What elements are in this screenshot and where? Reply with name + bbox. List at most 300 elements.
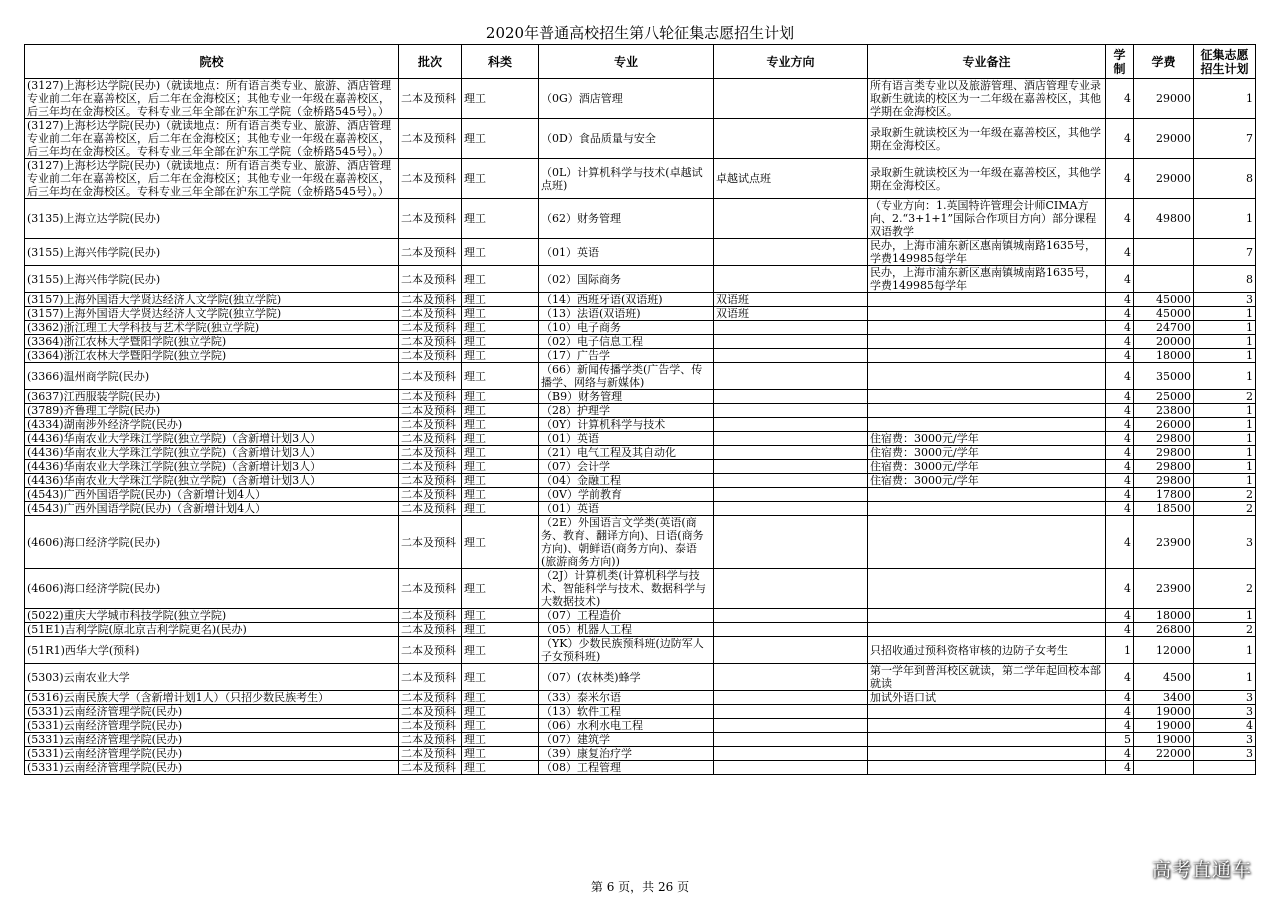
cell-school: (3637)江西服装学院(民办) xyxy=(25,390,399,404)
cell-tuition xyxy=(1134,266,1194,293)
cell-school: (3155)上海兴伟学院(民办) xyxy=(25,266,399,293)
cell-duration: 4 xyxy=(1106,159,1134,199)
cell-duration: 4 xyxy=(1106,516,1134,569)
cell-plan-count: 1 xyxy=(1194,349,1256,363)
cell-plan-count: 1 xyxy=(1194,321,1256,335)
cell-category: 理工 xyxy=(462,705,539,719)
cell-tuition: 45000 xyxy=(1134,293,1194,307)
cell-major-direction xyxy=(714,502,868,516)
cell-school: (3157)上海外国语大学贤达经济人文学院(独立学院) xyxy=(25,307,399,321)
cell-duration: 4 xyxy=(1106,691,1134,705)
cell-category: 理工 xyxy=(462,761,539,775)
cell-school: (4436)华南农业大学珠江学院(独立学院)（含新增计划3人） xyxy=(25,432,399,446)
cell-major-direction xyxy=(714,363,868,390)
cell-major-direction xyxy=(714,239,868,266)
cell-tuition: 26000 xyxy=(1134,418,1194,432)
cell-major: （08）工程管理 xyxy=(539,761,714,775)
cell-tuition: 18500 xyxy=(1134,502,1194,516)
cell-tuition: 23900 xyxy=(1134,569,1194,609)
cell-school: (51E1)吉利学院(原北京吉利学院更名)(民办) xyxy=(25,623,399,637)
cell-school: (4606)海口经济学院(民办) xyxy=(25,569,399,609)
header-tuition: 学费 xyxy=(1134,45,1194,79)
cell-major: （13）软件工程 xyxy=(539,705,714,719)
table-row xyxy=(25,321,1256,335)
cell-batch: 二本及预科 xyxy=(399,349,462,363)
cell-major-remarks: 录取新生就读校区为一年级在嘉善校区，其他学期在金海校区。 xyxy=(868,159,1106,199)
cell-category: 理工 xyxy=(462,474,539,488)
table-row xyxy=(25,293,1256,307)
table-row xyxy=(25,199,1256,239)
table-row xyxy=(25,761,1256,775)
cell-plan-count: 1 xyxy=(1194,307,1256,321)
cell-major-remarks xyxy=(868,569,1106,609)
cell-category: 理工 xyxy=(462,733,539,747)
cell-school: (4334)湖南涉外经济学院(民办) xyxy=(25,418,399,432)
cell-tuition: 35000 xyxy=(1134,363,1194,390)
cell-batch: 二本及预科 xyxy=(399,363,462,390)
cell-duration: 4 xyxy=(1106,623,1134,637)
cell-major: （05）机器人工程 xyxy=(539,623,714,637)
cell-major-remarks: 民办，上海市浦东新区惠南镇城南路1635号，学费149985每学年 xyxy=(868,239,1106,266)
table-row xyxy=(25,664,1256,691)
cell-major-direction xyxy=(714,432,868,446)
cell-major-direction xyxy=(714,516,868,569)
cell-major-remarks xyxy=(868,733,1106,747)
cell-major: （0V）学前教育 xyxy=(539,488,714,502)
cell-plan-count: 1 xyxy=(1194,637,1256,664)
cell-batch: 二本及预科 xyxy=(399,502,462,516)
cell-major: （04）金融工程 xyxy=(539,474,714,488)
table-row xyxy=(25,266,1256,293)
cell-duration: 4 xyxy=(1106,363,1134,390)
cell-batch: 二本及预科 xyxy=(399,199,462,239)
table-row xyxy=(25,569,1256,609)
table-row xyxy=(25,460,1256,474)
cell-plan-count: 7 xyxy=(1194,239,1256,266)
cell-plan-count: 2 xyxy=(1194,502,1256,516)
cell-tuition: 25000 xyxy=(1134,390,1194,404)
cell-major: （07）建筑学 xyxy=(539,733,714,747)
cell-batch: 二本及预科 xyxy=(399,719,462,733)
cell-major-remarks: 只招收通过预科资格审核的边防子女考生 xyxy=(868,637,1106,664)
cell-major: （33）泰米尔语 xyxy=(539,691,714,705)
table-row xyxy=(25,609,1256,623)
cell-plan-count: 3 xyxy=(1194,293,1256,307)
cell-duration: 4 xyxy=(1106,446,1134,460)
cell-school: (4606)海口经济学院(民办) xyxy=(25,516,399,569)
cell-category: 理工 xyxy=(462,691,539,705)
table-row xyxy=(25,432,1256,446)
header-major-remarks: 专业备注 xyxy=(868,45,1106,79)
table-row xyxy=(25,404,1256,418)
table-row xyxy=(25,705,1256,719)
table-row xyxy=(25,307,1256,321)
cell-school: (5331)云南经济管理学院(民办) xyxy=(25,733,399,747)
cell-school: (4436)华南农业大学珠江学院(独立学院)（含新增计划3人） xyxy=(25,446,399,460)
cell-plan-count: 1 xyxy=(1194,363,1256,390)
cell-major: （01）英语 xyxy=(539,502,714,516)
header-duration: 学制 xyxy=(1106,45,1134,79)
cell-major: （02）国际商务 xyxy=(539,266,714,293)
cell-major-direction xyxy=(714,761,868,775)
cell-duration: 4 xyxy=(1106,761,1134,775)
cell-major-direction xyxy=(714,418,868,432)
cell-duration: 1 xyxy=(1106,637,1134,664)
cell-major-direction xyxy=(714,747,868,761)
cell-tuition xyxy=(1134,239,1194,266)
cell-major-direction xyxy=(714,691,868,705)
cell-major-direction xyxy=(714,609,868,623)
cell-school: (5331)云南经济管理学院(民办) xyxy=(25,747,399,761)
cell-category: 理工 xyxy=(462,623,539,637)
cell-major-direction xyxy=(714,637,868,664)
table-row xyxy=(25,159,1256,199)
cell-duration: 4 xyxy=(1106,390,1134,404)
cell-plan-count: 3 xyxy=(1194,691,1256,705)
cell-plan-count: 1 xyxy=(1194,609,1256,623)
cell-tuition: 4500 xyxy=(1134,664,1194,691)
cell-school: (3127)上海杉达学院(民办)（就读地点：所有语言类专业、旅游、酒店管理专业前二年在嘉善校区，后二年在金海校区；其他专业一年级在嘉善校区，后三年均在金海校区。专科专业三年全部在沪东工学院（金桥路545号）。） xyxy=(25,159,399,199)
cell-tuition: 17800 xyxy=(1134,488,1194,502)
cell-category: 理工 xyxy=(462,569,539,609)
cell-major: （07）工程造价 xyxy=(539,609,714,623)
cell-plan-count: 1 xyxy=(1194,79,1256,119)
cell-major: （YK）少数民族预科班(边防军人子女预科班) xyxy=(539,637,714,664)
cell-major: （2J）计算机类(计算机科学与技术、智能科学与技术、数据科学与大数据技术) xyxy=(539,569,714,609)
cell-major-direction xyxy=(714,705,868,719)
cell-tuition: 24700 xyxy=(1134,321,1194,335)
cell-tuition: 29800 xyxy=(1134,460,1194,474)
cell-duration: 4 xyxy=(1106,488,1134,502)
cell-major: （17）广告学 xyxy=(539,349,714,363)
cell-batch: 二本及预科 xyxy=(399,446,462,460)
cell-plan-count: 1 xyxy=(1194,460,1256,474)
cell-school: (4543)广西外国语学院(民办)（含新增计划4人） xyxy=(25,488,399,502)
header-batch: 批次 xyxy=(399,45,462,79)
cell-tuition: 19000 xyxy=(1134,733,1194,747)
cell-major-remarks xyxy=(868,609,1106,623)
cell-batch: 二本及预科 xyxy=(399,266,462,293)
cell-duration: 4 xyxy=(1106,432,1134,446)
cell-batch: 二本及预科 xyxy=(399,609,462,623)
table-row xyxy=(25,474,1256,488)
cell-category: 理工 xyxy=(462,159,539,199)
cell-major-remarks xyxy=(868,747,1106,761)
cell-major: （28）护理学 xyxy=(539,404,714,418)
document-title: 2020年普通高校招生第八轮征集志愿招生计划 xyxy=(485,24,795,42)
cell-major: （01）英语 xyxy=(539,239,714,266)
cell-duration: 4 xyxy=(1106,705,1134,719)
cell-major-direction xyxy=(714,623,868,637)
cell-batch: 二本及预科 xyxy=(399,460,462,474)
page-footer: 第 6 页，共 26 页 xyxy=(590,880,690,894)
cell-tuition: 29000 xyxy=(1134,79,1194,119)
cell-major: （0L）计算机科学与技术(卓越试点班) xyxy=(539,159,714,199)
cell-major: （02）电子信息工程 xyxy=(539,335,714,349)
cell-school: (3364)浙江农林大学暨阳学院(独立学院) xyxy=(25,335,399,349)
cell-duration: 4 xyxy=(1106,418,1134,432)
cell-major-remarks: 第一学年到普洱校区就读，第二学年起回校本部就读 xyxy=(868,664,1106,691)
cell-category: 理工 xyxy=(462,239,539,266)
cell-major-remarks xyxy=(868,404,1106,418)
cell-plan-count: 7 xyxy=(1194,119,1256,159)
cell-major-direction xyxy=(714,199,868,239)
cell-duration: 4 xyxy=(1106,239,1134,266)
cell-plan-count: 2 xyxy=(1194,488,1256,502)
cell-major-remarks: 住宿费：3000元/学年 xyxy=(868,460,1106,474)
cell-major: （66）新闻传播学类(广告学、传播学、网络与新媒体) xyxy=(539,363,714,390)
cell-school: (3789)齐鲁理工学院(民办) xyxy=(25,404,399,418)
cell-batch: 二本及预科 xyxy=(399,404,462,418)
cell-duration: 4 xyxy=(1106,335,1134,349)
cell-major-remarks: 住宿费：3000元/学年 xyxy=(868,432,1106,446)
cell-major-remarks xyxy=(868,623,1106,637)
cell-tuition xyxy=(1134,761,1194,775)
table-row xyxy=(25,502,1256,516)
table-row xyxy=(25,637,1256,664)
cell-duration: 4 xyxy=(1106,609,1134,623)
cell-major-remarks xyxy=(868,705,1106,719)
cell-batch: 二本及预科 xyxy=(399,321,462,335)
cell-school: (51R1)西华大学(预科) xyxy=(25,637,399,664)
cell-tuition: 49800 xyxy=(1134,199,1194,239)
cell-major-remarks xyxy=(868,335,1106,349)
table-row xyxy=(25,516,1256,569)
cell-duration: 4 xyxy=(1106,266,1134,293)
cell-batch: 二本及预科 xyxy=(399,637,462,664)
cell-batch: 二本及预科 xyxy=(399,516,462,569)
cell-batch: 二本及预科 xyxy=(399,623,462,637)
cell-tuition: 19000 xyxy=(1134,719,1194,733)
cell-batch: 二本及预科 xyxy=(399,705,462,719)
cell-batch: 二本及预科 xyxy=(399,335,462,349)
cell-category: 理工 xyxy=(462,502,539,516)
cell-category: 理工 xyxy=(462,307,539,321)
cell-plan-count: 3 xyxy=(1194,747,1256,761)
cell-plan-count: 1 xyxy=(1194,404,1256,418)
cell-major: （06）水利水电工程 xyxy=(539,719,714,733)
cell-major-direction xyxy=(714,474,868,488)
cell-major-remarks xyxy=(868,516,1106,569)
cell-plan-count: 1 xyxy=(1194,474,1256,488)
cell-major-direction xyxy=(714,488,868,502)
cell-batch: 二本及预科 xyxy=(399,432,462,446)
cell-batch: 二本及预科 xyxy=(399,691,462,705)
cell-batch: 二本及预科 xyxy=(399,747,462,761)
cell-category: 理工 xyxy=(462,293,539,307)
cell-plan-count: 1 xyxy=(1194,664,1256,691)
cell-major-direction xyxy=(714,349,868,363)
cell-plan-count: 3 xyxy=(1194,733,1256,747)
cell-major-direction xyxy=(714,404,868,418)
cell-school: (5022)重庆大学城市科技学院(独立学院) xyxy=(25,609,399,623)
table-row xyxy=(25,747,1256,761)
cell-tuition: 45000 xyxy=(1134,307,1194,321)
cell-school: (5316)云南民族大学（含新增计划1人）（只招少数民族考生） xyxy=(25,691,399,705)
cell-tuition: 26800 xyxy=(1134,623,1194,637)
cell-school: (3127)上海杉达学院(民办)（就读地点：所有语言类专业、旅游、酒店管理专业前二年在嘉善校区，后二年在金海校区；其他专业一年级在嘉善校区，后三年均在金海校区。专科专业三年全部在沪东工学院（金桥路545号）。） xyxy=(25,119,399,159)
cell-major-remarks: （专业方向：1.英国特许管理会计师CIMA方向、2.“3+1+1”国际合作项目方向）部分课程双语教学 xyxy=(868,199,1106,239)
table-row xyxy=(25,691,1256,705)
cell-school: (3366)温州商学院(民办) xyxy=(25,363,399,390)
cell-major: （2E）外国语言文学类(英语(商务、教育、翻译方向)、日语(商务方向)、朝鲜语(商务方向)、泰语(旅游商务方向)) xyxy=(539,516,714,569)
cell-batch: 二本及预科 xyxy=(399,418,462,432)
cell-tuition: 18000 xyxy=(1134,349,1194,363)
cell-plan-count: 8 xyxy=(1194,266,1256,293)
cell-batch: 二本及预科 xyxy=(399,119,462,159)
header-major-direction: 专业方向 xyxy=(714,45,868,79)
cell-tuition: 18000 xyxy=(1134,609,1194,623)
cell-major: （07）(农林类)蜂学 xyxy=(539,664,714,691)
header-school: 院校 xyxy=(25,45,399,79)
cell-category: 理工 xyxy=(462,446,539,460)
cell-school: (3364)浙江农林大学暨阳学院(独立学院) xyxy=(25,349,399,363)
cell-category: 理工 xyxy=(462,609,539,623)
watermark: 高考直通车 xyxy=(1151,859,1252,881)
cell-major: （B9）财务管理 xyxy=(539,390,714,404)
cell-major-remarks xyxy=(868,307,1106,321)
cell-batch: 二本及预科 xyxy=(399,79,462,119)
cell-batch: 二本及预科 xyxy=(399,159,462,199)
cell-major-remarks xyxy=(868,418,1106,432)
table-row xyxy=(25,418,1256,432)
cell-major-direction xyxy=(714,119,868,159)
cell-category: 理工 xyxy=(462,432,539,446)
cell-category: 理工 xyxy=(462,460,539,474)
cell-category: 理工 xyxy=(462,199,539,239)
cell-plan-count: 1 xyxy=(1194,446,1256,460)
cell-category: 理工 xyxy=(462,266,539,293)
cell-duration: 4 xyxy=(1106,719,1134,733)
table-row xyxy=(25,239,1256,266)
cell-major-remarks: 民办，上海市浦东新区惠南镇城南路1635号，学费149985每学年 xyxy=(868,266,1106,293)
cell-batch: 二本及预科 xyxy=(399,733,462,747)
cell-duration: 4 xyxy=(1106,119,1134,159)
cell-plan-count: 8 xyxy=(1194,159,1256,199)
cell-major-remarks xyxy=(868,363,1106,390)
cell-batch: 二本及预科 xyxy=(399,761,462,775)
cell-major-remarks: 住宿费：3000元/学年 xyxy=(868,474,1106,488)
cell-major: （21）电气工程及其自动化 xyxy=(539,446,714,460)
cell-tuition: 29800 xyxy=(1134,446,1194,460)
cell-plan-count: 2 xyxy=(1194,569,1256,609)
cell-major: （10）电子商务 xyxy=(539,321,714,335)
cell-major-remarks xyxy=(868,349,1106,363)
table-row xyxy=(25,335,1256,349)
cell-major-remarks: 住宿费：3000元/学年 xyxy=(868,446,1106,460)
cell-major-direction xyxy=(714,446,868,460)
cell-duration: 4 xyxy=(1106,747,1134,761)
cell-major: （0D）食品质量与安全 xyxy=(539,119,714,159)
table-row xyxy=(25,79,1256,119)
table-row xyxy=(25,363,1256,390)
cell-major-direction xyxy=(714,719,868,733)
cell-plan-count: 3 xyxy=(1194,705,1256,719)
table-row xyxy=(25,390,1256,404)
cell-major: （07）会计学 xyxy=(539,460,714,474)
cell-duration: 4 xyxy=(1106,199,1134,239)
cell-plan-count: 2 xyxy=(1194,390,1256,404)
cell-tuition: 3400 xyxy=(1134,691,1194,705)
cell-major-direction xyxy=(714,335,868,349)
header-plan-count: 征集志愿招生计划 xyxy=(1194,45,1256,79)
cell-major: （39）康复治疗学 xyxy=(539,747,714,761)
cell-category: 理工 xyxy=(462,390,539,404)
cell-school: (5331)云南经济管理学院(民办) xyxy=(25,761,399,775)
cell-major-direction xyxy=(714,79,868,119)
header-major: 专业 xyxy=(539,45,714,79)
cell-major: （14）西班牙语(双语班) xyxy=(539,293,714,307)
cell-major-remarks: 加试外语口试 xyxy=(868,691,1106,705)
cell-category: 理工 xyxy=(462,335,539,349)
cell-tuition: 20000 xyxy=(1134,335,1194,349)
cell-tuition: 29000 xyxy=(1134,159,1194,199)
header-category: 科类 xyxy=(462,45,539,79)
cell-category: 理工 xyxy=(462,363,539,390)
cell-school: (4436)华南农业大学珠江学院(独立学院)（含新增计划3人） xyxy=(25,460,399,474)
table-body xyxy=(25,79,1256,775)
cell-tuition: 22000 xyxy=(1134,747,1194,761)
cell-category: 理工 xyxy=(462,488,539,502)
cell-batch: 二本及预科 xyxy=(399,488,462,502)
cell-plan-count: 4 xyxy=(1194,719,1256,733)
cell-plan-count: 1 xyxy=(1194,199,1256,239)
cell-duration: 4 xyxy=(1106,460,1134,474)
table-header-row xyxy=(25,45,1256,79)
table-row xyxy=(25,488,1256,502)
cell-school: (3135)上海立达学院(民办) xyxy=(25,199,399,239)
cell-duration: 4 xyxy=(1106,321,1134,335)
cell-major-direction: 双语班 xyxy=(714,307,868,321)
cell-duration: 4 xyxy=(1106,664,1134,691)
cell-batch: 二本及预科 xyxy=(399,239,462,266)
cell-school: (3157)上海外国语大学贤达经济人文学院(独立学院) xyxy=(25,293,399,307)
cell-duration: 4 xyxy=(1106,404,1134,418)
cell-major-direction xyxy=(714,390,868,404)
cell-duration: 5 xyxy=(1106,733,1134,747)
cell-category: 理工 xyxy=(462,719,539,733)
cell-duration: 4 xyxy=(1106,569,1134,609)
cell-batch: 二本及预科 xyxy=(399,569,462,609)
cell-major-remarks xyxy=(868,719,1106,733)
cell-category: 理工 xyxy=(462,637,539,664)
cell-school: (5303)云南农业大学 xyxy=(25,664,399,691)
table-row xyxy=(25,349,1256,363)
table-row xyxy=(25,733,1256,747)
cell-duration: 4 xyxy=(1106,349,1134,363)
cell-school: (3155)上海兴伟学院(民办) xyxy=(25,239,399,266)
cell-major-remarks xyxy=(868,761,1106,775)
cell-duration: 4 xyxy=(1106,293,1134,307)
cell-major: （0Y）计算机科学与技术 xyxy=(539,418,714,432)
cell-batch: 二本及预科 xyxy=(399,293,462,307)
cell-tuition: 23800 xyxy=(1134,404,1194,418)
cell-duration: 4 xyxy=(1106,502,1134,516)
cell-batch: 二本及预科 xyxy=(399,664,462,691)
cell-major-direction xyxy=(714,321,868,335)
cell-duration: 4 xyxy=(1106,307,1134,321)
cell-tuition: 29800 xyxy=(1134,474,1194,488)
cell-plan-count: 2 xyxy=(1194,623,1256,637)
cell-category: 理工 xyxy=(462,418,539,432)
cell-duration: 4 xyxy=(1106,79,1134,119)
cell-school: (3127)上海杉达学院(民办)（就读地点：所有语言类专业、旅游、酒店管理专业前二年在嘉善校区，后二年在金海校区；其他专业一年级在嘉善校区，后三年均在金海校区。专科专业三年全部在沪东工学院（金桥路545号）。） xyxy=(25,79,399,119)
cell-major-direction xyxy=(714,460,868,474)
cell-major-direction xyxy=(714,664,868,691)
cell-major-remarks: 录取新生就读校区为一年级在嘉善校区，其他学期在金海校区。 xyxy=(868,119,1106,159)
cell-school: (5331)云南经济管理学院(民办) xyxy=(25,705,399,719)
cell-plan-count: 1 xyxy=(1194,335,1256,349)
